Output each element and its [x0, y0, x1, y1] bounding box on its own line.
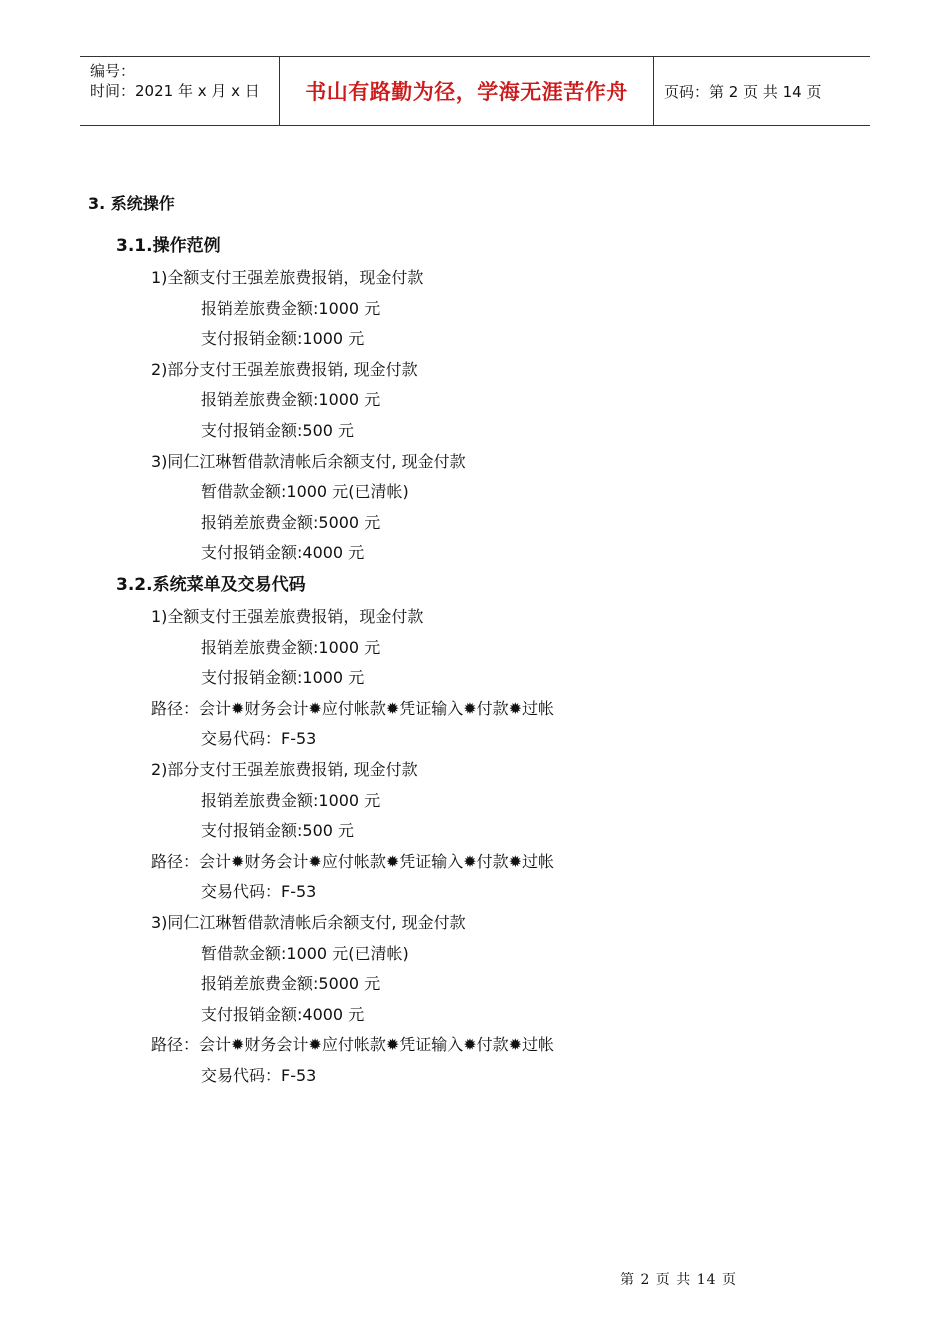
menu-detail: 报销差旅费金额:1000 元: [201, 638, 381, 657]
example-detail: 暂借款金额:1000 元(已清帐): [201, 482, 409, 501]
menu-path: 路径：会计✹财务会计✹应付帐款✹凭证输入✹付款✹过帐: [151, 1035, 555, 1054]
page-header: [80, 56, 870, 126]
menu-item: 3)同仁江琳暂借款清帐后余额支付, 现金付款: [151, 913, 466, 932]
example-detail: 支付报销金额:500 元: [201, 421, 355, 440]
document-date-label: 时间：2021 年 x 月 x 日: [90, 82, 260, 100]
header-left-cell: [80, 57, 280, 125]
header-page-cell: [654, 57, 870, 125]
menu-detail: 支付报销金额:1000 元: [201, 668, 365, 687]
example-detail: 报销差旅费金额:5000 元: [201, 513, 381, 532]
menu-detail: 报销差旅费金额:5000 元: [201, 974, 381, 993]
menu-path: 路径：会计✹财务会计✹应付帐款✹凭证输入✹付款✹过帐: [151, 699, 555, 718]
example-detail: 支付报销金额:4000 元: [201, 543, 365, 562]
header-page-label: 页码：第 2 页 共 14 页: [664, 82, 822, 101]
transaction-code: 交易代码：F-53: [201, 882, 317, 901]
example-detail: 报销差旅费金额:1000 元: [201, 299, 381, 318]
menu-detail: 暂借款金额:1000 元(已清帐): [201, 944, 409, 963]
example-item: 3)同仁江琳暂借款清帐后余额支付, 现金付款: [151, 452, 466, 471]
menu-detail: 支付报销金额:500 元: [201, 821, 355, 840]
subsection-title-3-2: 3.2.系统菜单及交易代码: [116, 575, 306, 595]
section-title: 3. 系统操作: [88, 194, 175, 213]
transaction-code: 交易代码：F-53: [201, 729, 317, 748]
menu-path: 路径：会计✹财务会计✹应付帐款✹凭证输入✹付款✹过帐: [151, 852, 555, 871]
transaction-code: 交易代码：F-53: [201, 1066, 317, 1085]
document-number-label: 编号：: [90, 62, 136, 80]
header-motto: 书山有路勤为径，学海无涯苦作舟: [305, 79, 628, 104]
page-footer: 第 2 页 共 14 页: [620, 1272, 737, 1288]
menu-detail: 报销差旅费金额:1000 元: [201, 791, 381, 810]
menu-item: 2)部分支付王强差旅费报销, 现金付款: [151, 760, 418, 779]
menu-item: 1)全额支付王强差旅费报销，现金付款: [151, 607, 424, 626]
example-item: 2)部分支付王强差旅费报销, 现金付款: [151, 360, 418, 379]
example-detail: 报销差旅费金额:1000 元: [201, 390, 381, 409]
menu-detail: 支付报销金额:4000 元: [201, 1005, 365, 1024]
subsection-title-3-1: 3.1.操作范例: [116, 236, 221, 256]
example-item: 1)全额支付王强差旅费报销，现金付款: [151, 268, 424, 287]
example-detail: 支付报销金额:1000 元: [201, 329, 365, 348]
header-motto-cell: [280, 57, 654, 125]
